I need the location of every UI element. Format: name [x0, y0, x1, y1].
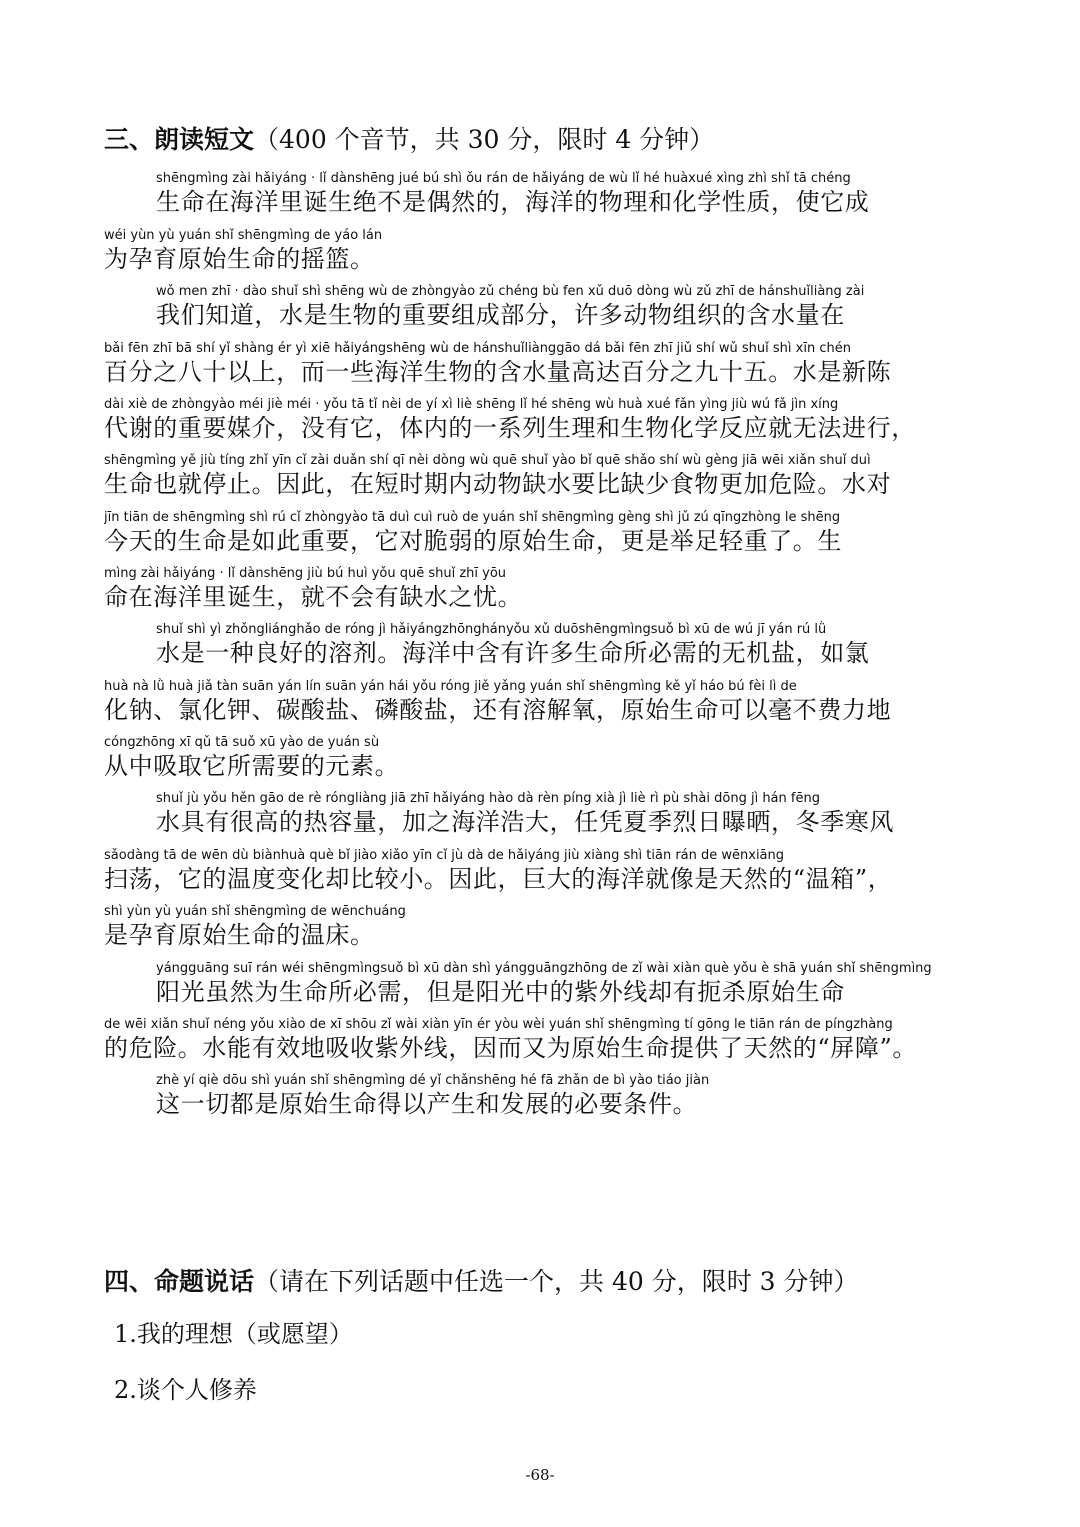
section3-heading: 三、朗读短文: [104, 125, 255, 154]
passage-line: [104, 452, 976, 502]
section3-note: （400 个音节，共 30 分，限时 4 分钟）: [254, 125, 715, 154]
pinyin-text: wǒ men zhī · dào shuǐ shì shēng wù de zhòngyào zǔ chéng bù fen xǔ duō dòng wù zǔ zhī de hánshuǐliàng zài: [156, 284, 865, 299]
passage-line: [104, 1072, 976, 1122]
hanzi-text: 化钠、氯化钾、碳酸盐、磷酸盐，还有溶解氧，原始生命可以毫不费力地: [104, 696, 892, 724]
pinyin-text: yángguāng suī rán wéi shēngmìngsuǒ bì xū dàn shì yángguāngzhōng de zǐ wài xiàn què yǒu è shā yuán shǐ shēngmìng: [156, 961, 932, 976]
hanzi-text: 水是一种良好的溶剂。海洋中含有许多生命所必需的无机盐，如氯: [156, 639, 870, 667]
hanzi-text: 扫荡，它的温度变化却比较小。因此，巨大的海洋就像是天然的“温箱”，: [104, 865, 893, 893]
passage-line: [104, 734, 976, 784]
section3-title: [104, 120, 714, 156]
hanzi-text: 生命在海洋里诞生绝不是偶然的，海洋的物理和化学性质，使它成: [156, 188, 870, 216]
pinyin-text: sǎodàng tā de wēn dù biànhuà què bǐ jiào xiǎo yīn cǐ jù dà de hǎiyáng jiù xiàng shì tiān rán de wēnxiāng: [104, 848, 785, 863]
passage-line: [104, 678, 976, 728]
topic-item: 1.我的理想（或愿望）: [114, 1320, 353, 1348]
hanzi-text: 命在海洋里诞生，就不会有缺水之忧。: [104, 583, 523, 611]
pinyin-text: de wēi xiǎn shuǐ néng yǒu xiào de xī shōu zǐ wài xiàn yīn ér yòu wèi yuán shǐ shēngmìng tí gōng le tiān rán de píngzhàng: [104, 1017, 893, 1032]
pinyin-text: shì yùn yù yuán shǐ shēngmìng de wēnchuáng: [104, 904, 406, 919]
pinyin-text: shuǐ jù yǒu hěn gāo de rè róngliàng jiā zhī hǎiyáng hào dà rèn píng xià jì liè rì pù shài dōng jì hán fēng: [156, 791, 820, 806]
pinyin-text: cóngzhōng xī qǔ tā suǒ xū yào de yuán sù: [104, 735, 380, 750]
passage-line: [104, 396, 976, 446]
pinyin-text: huà nà lǜ huà jiǎ tàn suān yán lín suān yán hái yǒu róng jiě yǎng yuán shǐ shēngmìng kě yǐ háo bú fèi lì de: [104, 679, 797, 694]
pinyin-text: shuǐ shì yì zhǒngliánghǎo de róng jì hǎiyángzhōnghányǒu xǔ duōshēngmìngsuǒ bì xū de wú jī yán rú lǜ: [156, 622, 827, 637]
passage-line: [104, 170, 976, 220]
section4-heading: 四、命题说话: [104, 1267, 255, 1296]
hanzi-text: 水具有很高的热容量，加之海洋浩大，任凭夏季烈日曝晒，冬季寒风: [156, 808, 894, 836]
passage-line: [104, 340, 976, 390]
passage-line: [104, 227, 976, 277]
pinyin-text: bǎi fēn zhī bā shí yǐ shàng ér yì xiē hǎiyángshēng wù de hánshuǐliànggāo dá bǎi fēn zhī jiǔ shí wǔ shuǐ shì xīn chén: [104, 341, 851, 356]
passage-line: [104, 1016, 976, 1066]
hanzi-text: 为孕育原始生命的摇篮。: [104, 245, 375, 273]
pinyin-text: shēngmìng zài hǎiyáng · lǐ dànshēng jué bú shì ǒu rán de hǎiyáng de wù lǐ hé huàxué xìng zhì shǐ tā chéng: [156, 171, 851, 186]
hanzi-text: 代谢的重要媒介，没有它，体内的一系列生理和生物化学反应就无法进行，: [104, 414, 916, 442]
hanzi-text: 我们知道，水是生物的重要组成部分，许多动物组织的含水量在: [156, 301, 845, 329]
hanzi-text: 的危险。水能有效地吸收紫外线，因而又为原始生命提供了天然的“屏障”。: [104, 1034, 917, 1062]
pinyin-text: zhè yí qiè dōu shì yuán shǐ shēngmìng dé yǐ chǎnshēng hé fā zhǎn de bì yào tiáo jiàn: [156, 1073, 710, 1088]
pinyin-text: wéi yùn yù yuán shǐ shēngmìng de yáo lán: [104, 228, 383, 243]
passage-line: [104, 509, 976, 559]
hanzi-text: 生命也就停止。因此，在短时期内动物缺水要比缺少食物更加危险。水对: [104, 470, 892, 498]
pinyin-text: shēngmìng yě jiù tíng zhǐ yīn cǐ zài duǎn shí qī nèi dòng wù quē shuǐ yào bǐ quē shǎo shí wù gèng jiā wēi xiǎn shuǐ duì: [104, 453, 871, 468]
hanzi-text: 今天的生命是如此重要，它对脆弱的原始生命，更是举足轻重了。生: [104, 527, 842, 555]
hanzi-text: 这一切都是原始生命得以产生和发展的必要条件。: [156, 1090, 698, 1118]
pinyin-text: jīn tiān de shēngmìng shì rú cǐ zhòngyào tā duì cuì ruò de yuán shǐ shēngmìng gèng shì jǔ zú qīngzhòng le shēng: [104, 510, 841, 525]
pinyin-text: dài xiè de zhòngyào méi jiè méi · yǒu tā tǐ nèi de yí xì liè shēng lǐ hé shēng wù huà xué fǎn yìng jiù wú fǎ jìn xíng: [104, 397, 839, 412]
topic-item: 2.谈个人修养: [114, 1376, 257, 1404]
hanzi-text: 从中吸取它所需要的元素。: [104, 752, 400, 780]
section4-note: （请在下列话题中任选一个，共 40 分，限时 3 分钟）: [254, 1267, 859, 1296]
passage-line: [104, 790, 976, 840]
passage-line: [104, 283, 976, 333]
passage-line: [104, 903, 976, 953]
passage-line: [104, 565, 976, 615]
page-number: -68-: [525, 1466, 555, 1484]
passage-line: [104, 621, 976, 671]
section4-title: [104, 1262, 859, 1298]
passage-line: [104, 847, 976, 897]
hanzi-text: 百分之八十以上，而一些海洋生物的含水量高达百分之九十五。水是新陈: [104, 358, 892, 386]
hanzi-text: 是孕育原始生命的温床。: [104, 921, 375, 949]
hanzi-text: 阳光虽然为生命所必需，但是阳光中的紫外线却有扼杀原始生命: [156, 978, 845, 1006]
pinyin-text: mìng zài hǎiyáng · lǐ dànshēng jiù bú huì yǒu quē shuǐ zhī yōu: [104, 566, 507, 581]
passage-line: [104, 960, 976, 1010]
